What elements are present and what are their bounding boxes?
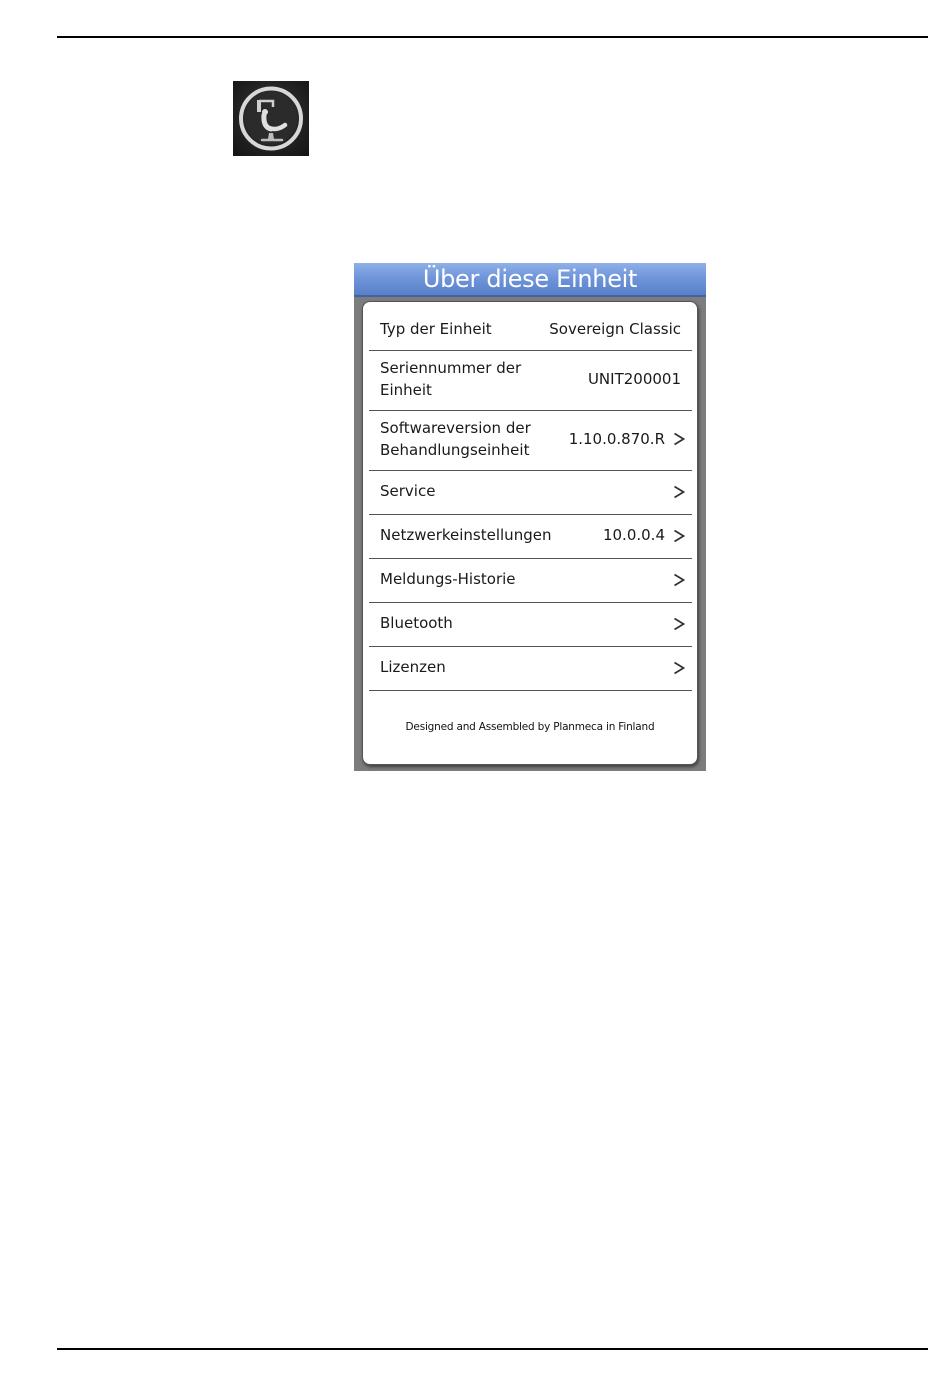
row-label: Lizenzen [380,658,446,676]
row-label: Meldungs-Historie [380,570,516,588]
footer-credit: Designed and Assembled by Planmeca in Finland [405,721,655,733]
row-label: Typ der Einheit [380,320,492,338]
about-unit-screen [354,263,706,771]
chevron-right-icon [673,529,685,543]
row-software-version[interactable] [369,411,692,471]
info-card [362,301,698,765]
row-serial-number [369,351,692,411]
row-service[interactable] [369,471,692,515]
dental-chair-icon [233,81,309,156]
row-label-line1: Softwareversion der [380,419,531,437]
row-value: 1.10.0.870.R [568,430,665,448]
row-label-line2: Behandlungseinheit [380,441,530,459]
chevron-right-icon [673,573,685,587]
row-label: Service [380,482,436,500]
row-unit-type [369,307,692,351]
chevron-right-icon [673,485,685,499]
row-label-line1: Seriennummer der [380,359,522,377]
row-message-history[interactable] [369,559,692,603]
row-label: Bluetooth [380,614,453,632]
row-value: 10.0.0.4 [602,526,665,544]
bottom-rule [57,1348,928,1350]
row-value: Sovereign Classic [549,320,681,338]
row-licenses[interactable] [369,647,692,691]
chevron-right-icon [673,661,685,675]
row-label: Netzwerkeinstellungen [380,526,552,544]
chevron-right-icon [673,617,685,631]
top-rule [57,36,928,38]
screen-header [354,263,706,297]
screen-title: Über diese Einheit [422,265,638,293]
chevron-right-icon [673,432,685,446]
row-network-settings[interactable] [369,515,692,559]
row-value: UNIT200001 [587,370,681,388]
row-label-line2: Einheit [380,381,432,399]
row-bluetooth[interactable] [369,603,692,647]
